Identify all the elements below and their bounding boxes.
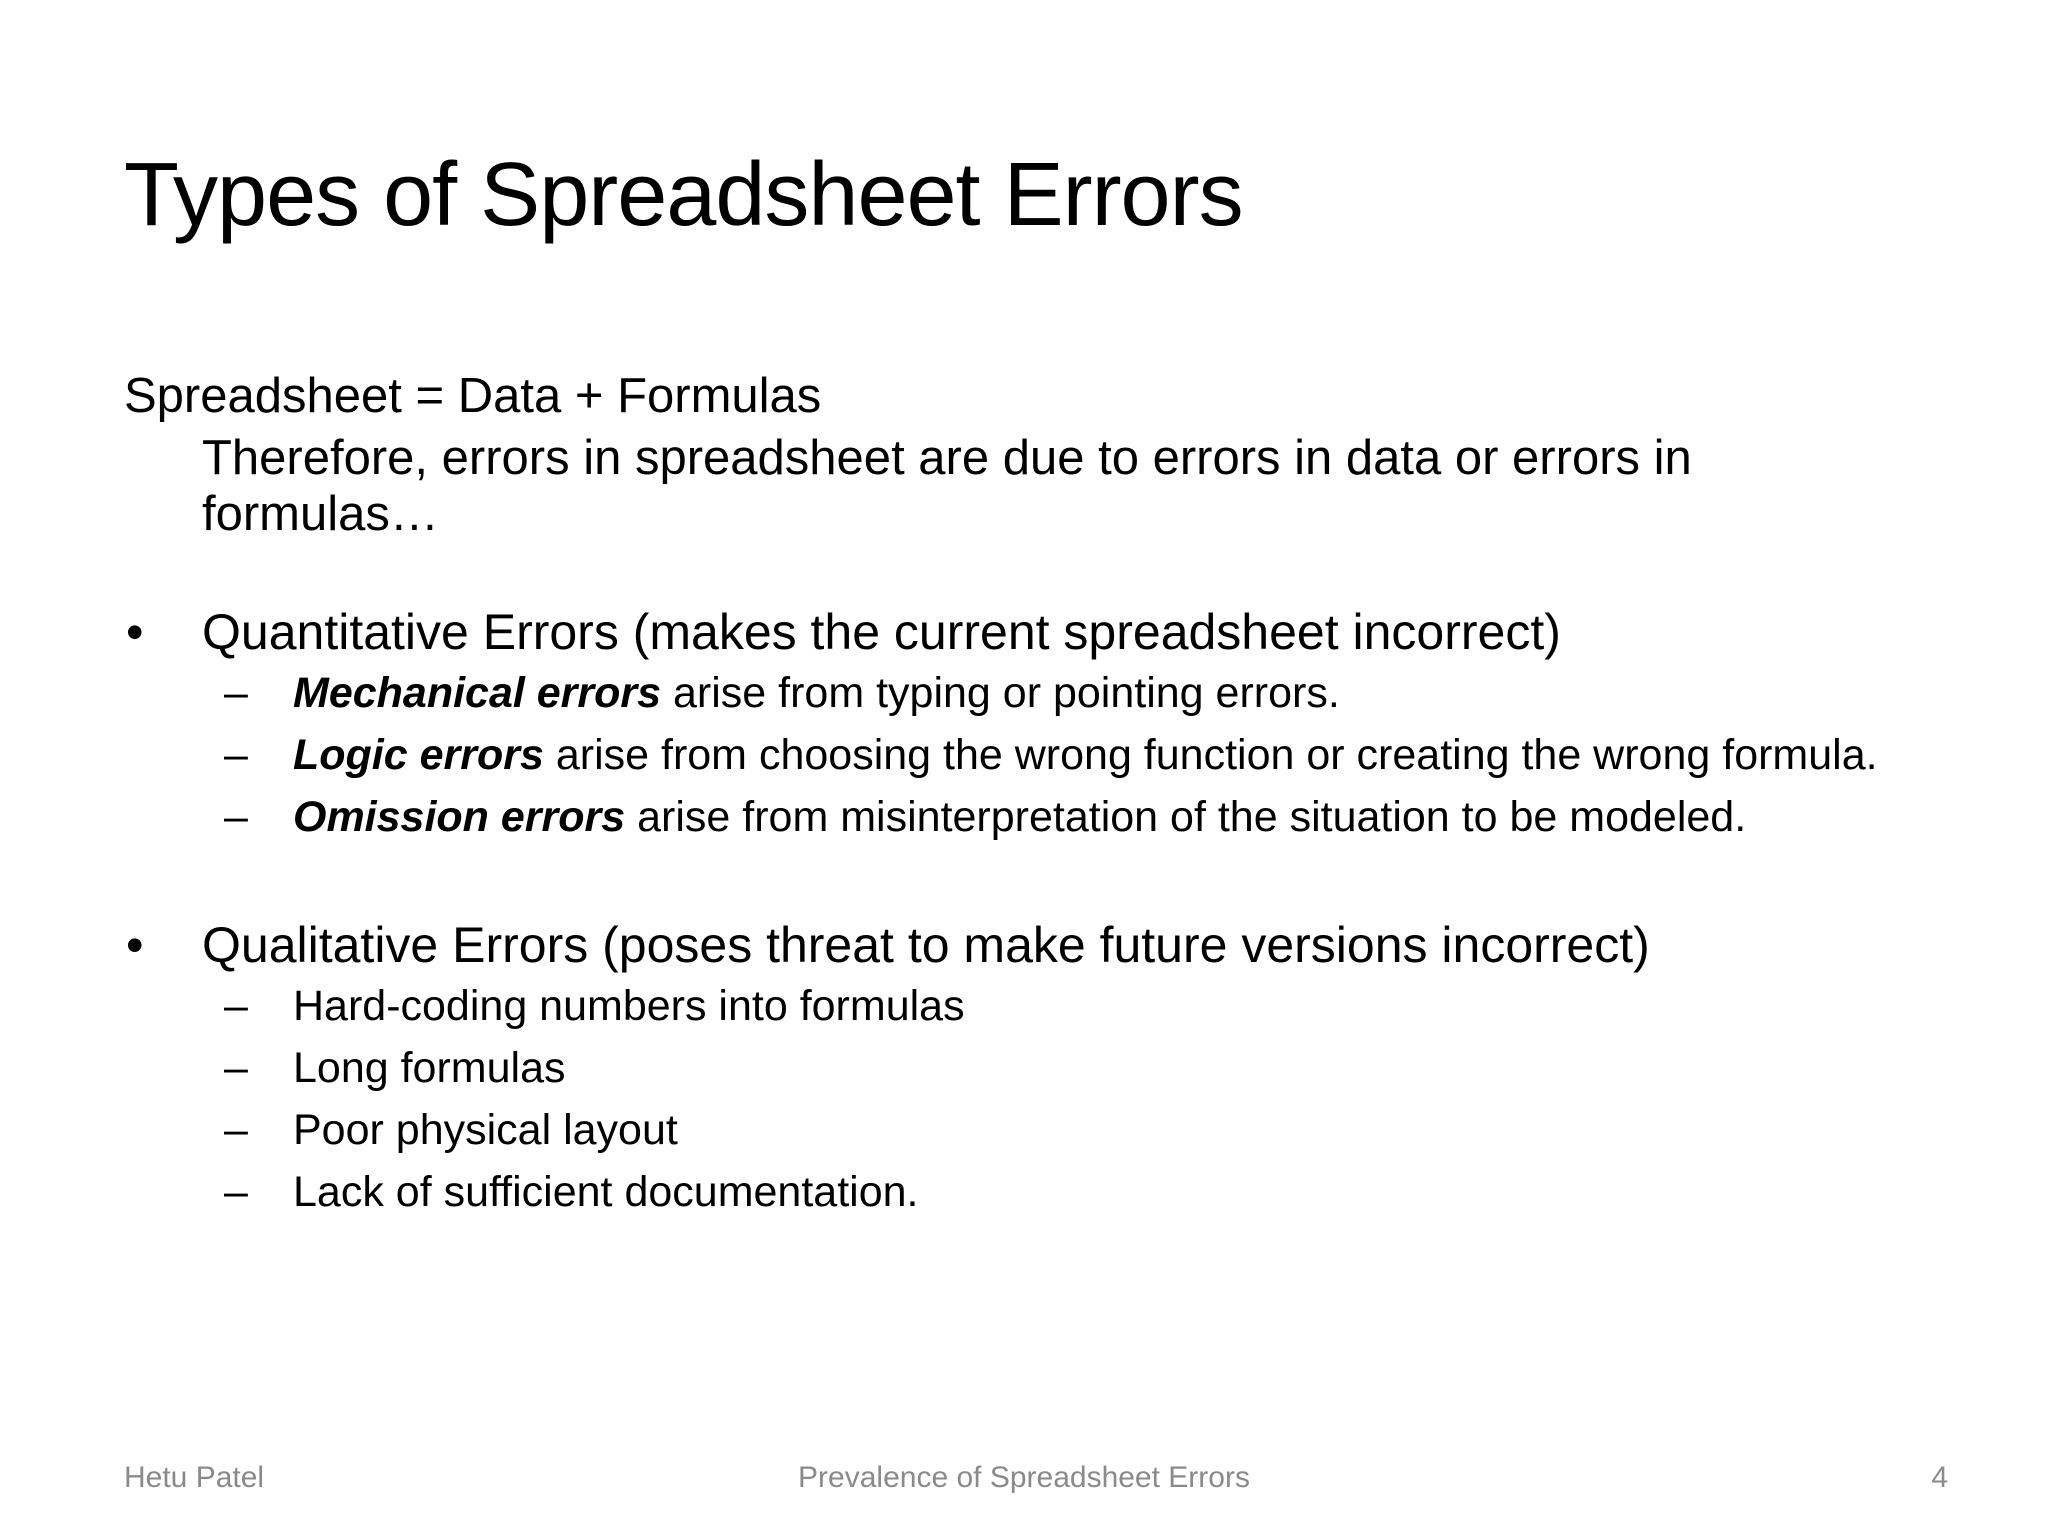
dash-symbol: – (224, 793, 248, 841)
lead-statement: Spreadsheet = Data + Formulas (124, 369, 822, 423)
list-item-long-formulas (124, 1043, 2013, 1094)
list-item-poor-layout (124, 1105, 2013, 1156)
slide-title: Types of Spreadsheet Errors (124, 145, 1243, 245)
term-omission-errors: Omission errors (293, 793, 626, 841)
list-item-omission (124, 792, 2013, 843)
list-item-hard-coding (124, 981, 2013, 1032)
footer-deck-title: Prevalence of Spreadsheet Errors (798, 1461, 1250, 1494)
list-item-text: Poor physical layout (293, 1106, 678, 1154)
slide-body (124, 366, 1924, 1229)
list-item-documentation (124, 1167, 2013, 1218)
dash-symbol: – (224, 669, 248, 717)
list-item-text: Long formulas (293, 1044, 566, 1092)
dash-symbol: – (224, 1044, 248, 1092)
bullet-symbol: • (126, 917, 144, 973)
desc-mechanical-errors: arise from typing or pointing errors. (661, 669, 1340, 717)
dash-symbol: – (224, 731, 248, 779)
quantitative-list (124, 668, 1924, 843)
dash-symbol: – (224, 1106, 248, 1154)
term-logic-errors: Logic errors (293, 731, 544, 779)
lead-explanation: Therefore, errors in spreadsheet are due to errors in data or errors in formulas… (202, 431, 1692, 541)
list-item-text: Hard-coding numbers into formulas (293, 982, 965, 1030)
term-mechanical-errors: Mechanical errors (293, 669, 662, 717)
bullet-symbol: • (126, 604, 144, 660)
list-item-mechanical (124, 668, 2013, 719)
qualitative-list (124, 981, 1924, 1218)
dash-symbol: – (224, 1168, 248, 1216)
list-item-text: Lack of sufficient documentation. (293, 1168, 919, 1216)
bullet-quantitative (124, 600, 1924, 664)
list-item-logic (124, 730, 2013, 781)
dash-symbol: – (224, 982, 248, 1030)
desc-logic-errors: arise from choosing the wrong function or creating the wrong formula. (543, 731, 1878, 779)
bullet-qualitative-heading: Qualitative Errors (poses threat to make future versions incorrect) (202, 917, 1650, 973)
footer-author: Hetu Patel (124, 1461, 265, 1494)
bullet-qualitative (124, 913, 1924, 977)
footer-page-number: 4 (1931, 1461, 1948, 1494)
bullet-quantitative-heading: Quantitative Errors (makes the current spreadsheet incorrect) (202, 604, 1561, 660)
desc-omission-errors: arise from misinterpretation of the situation to be modeled. (625, 793, 1747, 841)
